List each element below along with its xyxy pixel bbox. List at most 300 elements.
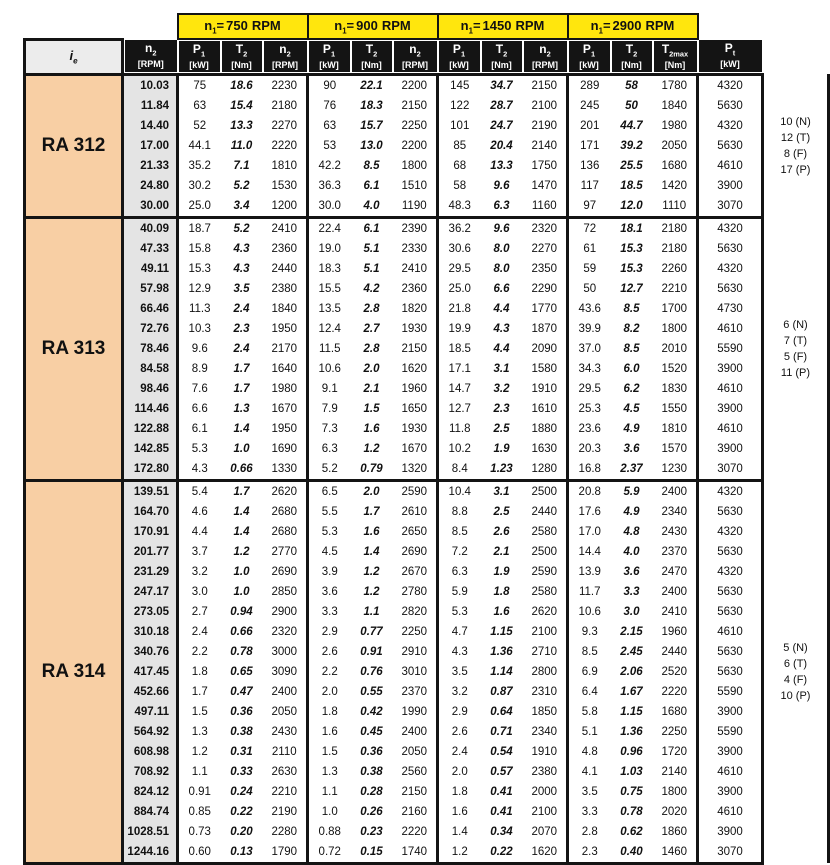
p1-cell: 8.5 [611, 299, 653, 319]
p1-cell: 4.3 [221, 259, 263, 279]
data-row [25, 196, 829, 218]
t2-cell: 2180 [263, 96, 308, 116]
n2-cell: 6.3 [438, 562, 481, 582]
t2-cell: 1910 [523, 742, 568, 762]
symbol-subscript: 1 [212, 26, 217, 36]
t2-cell: 1800 [653, 782, 698, 802]
t2max-cell: 4730 [698, 299, 763, 319]
p1-cell: 8.2 [611, 319, 653, 339]
t2-cell: 2630 [263, 762, 308, 782]
ratio-cell: 78.46 [123, 339, 178, 359]
t2-cell: 1960 [653, 622, 698, 642]
symbol-subscript: 2 [546, 48, 551, 58]
t2-cell: 2430 [263, 722, 308, 742]
ratio-cell: 72.76 [123, 319, 178, 339]
n2-cell: 4.3 [438, 642, 481, 662]
t2-header [611, 39, 653, 74]
symbol-subscript: 2 [243, 48, 248, 58]
column-header-row [25, 39, 829, 74]
t2-cell: 2050 [393, 742, 438, 762]
p1-cell: 0.78 [611, 802, 653, 822]
t2-cell: 2010 [653, 339, 698, 359]
t2-cell: 1690 [263, 439, 308, 459]
p1-cell: 1.4 [221, 419, 263, 439]
data-row [25, 742, 829, 762]
symbol-base: n [145, 41, 153, 56]
ratio-cell: 11.84 [123, 96, 178, 116]
t2-cell: 2800 [523, 662, 568, 682]
n2-cell: 59 [568, 259, 611, 279]
t2-cell: 1160 [523, 196, 568, 218]
symbol-base: n [460, 17, 469, 33]
t2-header [221, 39, 263, 74]
p1-cell: 3.0 [611, 602, 653, 622]
n2-cell: 5.9 [438, 582, 481, 602]
symbol-base: P [452, 41, 461, 56]
speed-value: 900 [356, 17, 378, 33]
p1-cell: 18.5 [611, 176, 653, 196]
symbol-subscript: 1 [468, 26, 473, 36]
symbol-subscript: 2 [286, 48, 291, 58]
t2-header-symbol [222, 43, 262, 60]
n2-cell: 9.1 [308, 379, 351, 399]
n2-cell: 101 [438, 116, 481, 136]
t2-cell: 1780 [653, 74, 698, 96]
p1-cell: 1.6 [351, 419, 393, 439]
n2-cell: 136 [568, 156, 611, 176]
t2-cell: 1750 [523, 156, 568, 176]
p1-cell: 20.4 [481, 136, 523, 156]
data-row [25, 379, 829, 399]
data-row [25, 439, 829, 459]
t2-cell: 2100 [523, 622, 568, 642]
t2-cell: 2370 [393, 682, 438, 702]
n2-cell: 8.8 [438, 502, 481, 522]
p1-cell: 3.6 [611, 439, 653, 459]
t2-header-symbol [612, 43, 652, 60]
n2-cell: 29.5 [568, 379, 611, 399]
n2-cell: 36.3 [308, 176, 351, 196]
speed-header-1450rpm [438, 14, 568, 39]
t2-cell: 1840 [263, 299, 308, 319]
p1-cell: 0.20 [221, 822, 263, 842]
n2-cell: 3.7 [178, 542, 221, 562]
t2-cell: 2340 [653, 502, 698, 522]
t2-cell: 1680 [653, 156, 698, 176]
data-row [25, 399, 829, 419]
data-row [25, 502, 829, 522]
p1-cell: 4.3 [221, 239, 263, 259]
p1-cell: 18.6 [221, 74, 263, 96]
p1-cell: 2.8 [351, 299, 393, 319]
symbol-subscript: 1 [342, 26, 347, 36]
t2-cell: 3000 [263, 642, 308, 662]
n2-header-symbol [125, 42, 177, 59]
ratio-cell: 30.00 [123, 196, 178, 218]
t2-cell: 1980 [263, 379, 308, 399]
p1-cell: 2.5 [481, 502, 523, 522]
symbol-subscript: 2 [373, 48, 378, 58]
n2-cell: 19.0 [308, 239, 351, 259]
pt-header-symbol [699, 42, 762, 59]
n2-cell: 10.6 [568, 602, 611, 622]
t2-cell: 1320 [393, 459, 438, 481]
speed-eq: = [346, 17, 355, 33]
p1-cell: 2.1 [481, 542, 523, 562]
n2-cell: 2.0 [308, 682, 351, 702]
t2-cell: 2610 [393, 502, 438, 522]
t2max-cell: 3070 [698, 196, 763, 218]
t2-cell: 2470 [653, 562, 698, 582]
p1-cell: 6.1 [351, 217, 393, 239]
ratio-cell: 40.09 [123, 217, 178, 239]
p1-cell: 1.4 [221, 502, 263, 522]
data-row [25, 782, 829, 802]
t2max-cell: 3900 [698, 439, 763, 459]
ratio-cell: 57.98 [123, 279, 178, 299]
t2max-cell: 3900 [698, 176, 763, 196]
n2-cell: 3.0 [178, 582, 221, 602]
n2-cell: 12.9 [178, 279, 221, 299]
t2max-cell: 5630 [698, 602, 763, 622]
n2-cell: 2.2 [178, 642, 221, 662]
p1-cell: 4.9 [611, 502, 653, 522]
n2-cell: 5.3 [438, 602, 481, 622]
n2-cell: 1.3 [308, 762, 351, 782]
t2-cell: 2430 [653, 522, 698, 542]
p1-cell: 0.40 [611, 842, 653, 864]
symbol-subscript: 1 [460, 48, 466, 58]
p1-cell: 0.66 [221, 459, 263, 481]
n2-cell: 58 [438, 176, 481, 196]
p1-cell: 6.0 [611, 359, 653, 379]
ratio-cell: 340.76 [123, 642, 178, 662]
n2-cell: 1.3 [178, 722, 221, 742]
symbol-base: T [495, 41, 504, 56]
p1-cell: 0.47 [221, 682, 263, 702]
t2max-cell: 3900 [698, 782, 763, 802]
n2-cell: 14.7 [438, 379, 481, 399]
n2-header-symbol [524, 43, 567, 60]
symbol-base: n [409, 41, 417, 56]
model-label-ra312: RA 312 [25, 74, 123, 217]
n2-cell: 13.5 [308, 299, 351, 319]
p1-cell: 1.7 [221, 359, 263, 379]
n2-cell: 29.5 [438, 259, 481, 279]
t2-cell: 2320 [523, 217, 568, 239]
symbol-base: T [235, 41, 244, 56]
n2-cell: 2.6 [438, 722, 481, 742]
n2-cell: 5.5 [308, 502, 351, 522]
n2-cell: 5.1 [568, 722, 611, 742]
p1-cell: 4.4 [481, 339, 523, 359]
n2-cell: 122 [438, 96, 481, 116]
n2-cell: 117 [568, 176, 611, 196]
data-row [25, 319, 829, 339]
n2-cell: 4.4 [178, 522, 221, 542]
p1-cell: 0.66 [221, 622, 263, 642]
t2-cell: 2820 [393, 602, 438, 622]
n2-cell: 10.3 [178, 319, 221, 339]
ratio-cell: 49.11 [123, 259, 178, 279]
p1-cell: 7.1 [221, 156, 263, 176]
data-row [25, 339, 829, 359]
t2-cell: 2690 [393, 542, 438, 562]
symbol-base: T [625, 41, 634, 56]
n2-cell: 34.3 [568, 359, 611, 379]
p1-cell: 2.1 [351, 379, 393, 399]
t2-cell: 1670 [263, 399, 308, 419]
p1-cell: 22.1 [351, 74, 393, 96]
n2-cell: 7.3 [308, 419, 351, 439]
p1-cell: 0.41 [481, 782, 523, 802]
n2-cell: 25.0 [438, 279, 481, 299]
n2-cell: 3.2 [438, 682, 481, 702]
p1-cell: 2.5 [481, 419, 523, 439]
n2-cell: 289 [568, 74, 611, 96]
ratio-cell: 170.91 [123, 522, 178, 542]
t2-cell: 1810 [263, 156, 308, 176]
t2-cell: 1850 [523, 702, 568, 722]
p1-cell: 4.5 [611, 399, 653, 419]
n2-cell: 0.72 [308, 842, 351, 864]
t2-cell: 2590 [523, 562, 568, 582]
data-row [25, 279, 829, 299]
n2-cell: 2.2 [308, 662, 351, 682]
speed-value: 750 [226, 17, 248, 33]
n2-cell: 5.3 [308, 522, 351, 542]
t2-cell: 2350 [523, 259, 568, 279]
n2-cell: 1.2 [438, 842, 481, 864]
t2max-cell: 5590 [698, 339, 763, 359]
t2-cell: 2150 [393, 339, 438, 359]
n2-cell: 12.4 [308, 319, 351, 339]
n2-cell: 6.4 [568, 682, 611, 702]
n2-cell: 97 [568, 196, 611, 218]
n2-header [523, 39, 568, 74]
t2-cell: 2400 [393, 722, 438, 742]
t2-cell: 2440 [263, 259, 308, 279]
p1-cell: 3.4 [221, 196, 263, 218]
n2-cell: 2.0 [438, 762, 481, 782]
n2-cell: 36.2 [438, 217, 481, 239]
p1-cell: 15.3 [611, 239, 653, 259]
t2max-cell: 4320 [698, 217, 763, 239]
pt-line: 7 (T) [783, 334, 808, 347]
n2-cell: 6.5 [308, 480, 351, 502]
n2-cell: 15.8 [178, 239, 221, 259]
model-label-ra314: RA 314 [25, 480, 123, 863]
n2-cell: 90 [308, 74, 351, 96]
t2max-cell: 5630 [698, 662, 763, 682]
t2-cell: 1990 [393, 702, 438, 722]
p1-cell: 8.0 [481, 239, 523, 259]
p1-cell: 1.36 [481, 642, 523, 662]
pt-line: 6 (N) [783, 318, 808, 331]
t2-cell: 2210 [653, 279, 698, 299]
p1-cell: 18.1 [611, 217, 653, 239]
p1-cell: 0.54 [481, 742, 523, 762]
p1-cell: 39.2 [611, 136, 653, 156]
t2max-cell: 5630 [698, 642, 763, 662]
t2-cell: 2320 [263, 622, 308, 642]
n2-cell: 9.3 [568, 622, 611, 642]
t2-cell: 2020 [653, 802, 698, 822]
t2-cell: 1910 [523, 379, 568, 399]
ratio-cell: 14.40 [123, 116, 178, 136]
t2-cell: 2410 [653, 602, 698, 622]
ratio-header [25, 39, 123, 74]
p1-cell: 1.3 [221, 399, 263, 419]
t2max-cell: 4610 [698, 622, 763, 642]
data-row [25, 762, 829, 782]
n2-cell: 4.8 [568, 742, 611, 762]
t2-cell: 1330 [263, 459, 308, 481]
n2-cell: 1.1 [178, 762, 221, 782]
t2max-cell: 5630 [698, 542, 763, 562]
p1-cell: 1.0 [221, 562, 263, 582]
ratio-cell: 172.80 [123, 459, 178, 481]
t2-cell: 2050 [263, 702, 308, 722]
n2-cell: 76 [308, 96, 351, 116]
n2-cell: 8.4 [438, 459, 481, 481]
p1-cell: 2.4 [221, 299, 263, 319]
ratio-cell: 139.51 [123, 480, 178, 502]
n2-cell: 2.3 [568, 842, 611, 864]
data-row [25, 842, 829, 864]
t2-header-unit: [Nm] [361, 59, 382, 70]
p1-cell: 6.3 [481, 196, 523, 218]
n2-cell: 85 [438, 136, 481, 156]
p1-cell: 0.62 [611, 822, 653, 842]
n2-cell: 20.8 [568, 480, 611, 502]
n2-cell: 1.6 [438, 802, 481, 822]
speed-eq: = [472, 17, 481, 33]
t2-cell: 2340 [523, 722, 568, 742]
t2-cell: 2050 [653, 136, 698, 156]
p1-cell: 0.36 [351, 742, 393, 762]
t2-cell: 2380 [263, 279, 308, 299]
t2max-cell: 4320 [698, 74, 763, 96]
n2-cell: 15.3 [178, 259, 221, 279]
t2-cell: 2680 [263, 522, 308, 542]
n2-cell: 43.6 [568, 299, 611, 319]
t2max-cell: 4610 [698, 802, 763, 822]
p1-cell: 5.9 [611, 480, 653, 502]
speed-value: 1450 [482, 17, 512, 33]
t2-cell: 2140 [523, 136, 568, 156]
n2-cell: 11.8 [438, 419, 481, 439]
speed-value: 2900 [612, 17, 642, 33]
n2-cell: 7.9 [308, 399, 351, 419]
n2-cell: 3.9 [308, 562, 351, 582]
p1-cell: 1.7 [221, 379, 263, 399]
p1-cell: 0.33 [221, 762, 263, 782]
t2-cell: 2770 [263, 542, 308, 562]
p1-cell: 0.71 [481, 722, 523, 742]
p1-cell: 4.0 [611, 542, 653, 562]
symbol-base: P [192, 41, 201, 56]
p1-header [308, 39, 351, 74]
t2max-cell: 5630 [698, 96, 763, 116]
n2-cell: 1.8 [438, 782, 481, 802]
ratio-cell: 231.29 [123, 562, 178, 582]
p1-cell: 1.67 [611, 682, 653, 702]
p1-cell: 34.7 [481, 74, 523, 96]
n2-cell: 18.5 [438, 339, 481, 359]
p1-cell: 5.2 [221, 176, 263, 196]
n2-cell: 10.2 [438, 439, 481, 459]
ratio-cell: 10.03 [123, 74, 178, 96]
n2-cell: 52 [178, 116, 221, 136]
n2-cell: 21.8 [438, 299, 481, 319]
t2-cell: 1980 [653, 116, 698, 136]
t2-cell: 2150 [393, 96, 438, 116]
p1-cell: 15.4 [221, 96, 263, 116]
data-row [25, 522, 829, 542]
ratio-cell: 21.33 [123, 156, 178, 176]
n2-cell: 39.9 [568, 319, 611, 339]
p1-cell: 1.9 [481, 562, 523, 582]
ratio-cell: 452.66 [123, 682, 178, 702]
model-label-ra313: RA 313 [25, 217, 123, 480]
t2-cell: 2220 [653, 682, 698, 702]
p1-cell: 6.1 [351, 176, 393, 196]
t2-cell: 1950 [263, 419, 308, 439]
t2-cell: 2230 [263, 74, 308, 96]
n2-cell: 1.7 [178, 682, 221, 702]
t2-cell: 3090 [263, 662, 308, 682]
n2-cell: 3.6 [308, 582, 351, 602]
p1-header-symbol [309, 43, 350, 60]
t2-cell: 1460 [653, 842, 698, 864]
p1-cell: 0.22 [221, 802, 263, 822]
t2-cell: 2410 [393, 259, 438, 279]
p1-cell: 9.6 [481, 176, 523, 196]
t2-cell: 2310 [523, 682, 568, 702]
pt-line: 4 (F) [783, 673, 808, 686]
t2max-cell: 4320 [698, 480, 763, 502]
symbol-subscript: 2 [152, 48, 157, 58]
n2-cell: 2.9 [438, 702, 481, 722]
n2-cell: 11.7 [568, 582, 611, 602]
p1-cell: 0.65 [221, 662, 263, 682]
pt-line: 10 (P) [780, 689, 811, 702]
p1-cell: 0.79 [351, 459, 393, 481]
data-row [25, 480, 829, 502]
n2-cell: 6.3 [308, 439, 351, 459]
p1-header-symbol [179, 43, 220, 60]
n2-cell: 25.3 [568, 399, 611, 419]
t2-cell: 2070 [523, 822, 568, 842]
ratio-cell: 122.88 [123, 419, 178, 439]
t2-cell: 2250 [653, 722, 698, 742]
p1-cell: 0.77 [351, 622, 393, 642]
t2-cell: 2280 [263, 822, 308, 842]
data-row [25, 156, 829, 176]
n2-cell: 16.8 [568, 459, 611, 481]
p1-header-unit: [kW] [319, 59, 339, 70]
t2-cell: 1580 [523, 359, 568, 379]
t2-cell: 2520 [653, 662, 698, 682]
t2max-cell: 4610 [698, 319, 763, 339]
p1-cell: 0.38 [221, 722, 263, 742]
n2-cell: 18.7 [178, 217, 221, 239]
t2-cell: 2910 [393, 642, 438, 662]
t2max-cell: 3900 [698, 742, 763, 762]
data-row [25, 419, 829, 439]
t2-cell: 1520 [653, 359, 698, 379]
